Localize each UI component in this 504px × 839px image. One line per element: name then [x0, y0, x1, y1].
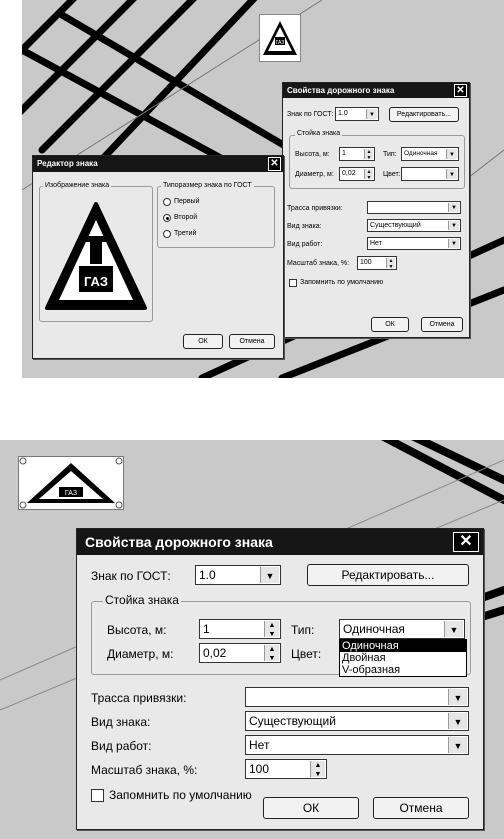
scale-input[interactable]: 100 ▲ ▼	[357, 256, 397, 270]
scale-label: Масштаб знака, %:	[91, 763, 198, 777]
height-label: Высота, м:	[107, 623, 167, 637]
edit-button[interactable]: Редактировать...	[389, 107, 459, 122]
kind-select[interactable]: Существующий ▼	[367, 219, 461, 232]
type-label: Тип:	[383, 151, 397, 158]
chevron-down-icon: ▼	[444, 621, 463, 637]
svg-text:ГАЗ: ГАЗ	[64, 490, 78, 497]
dialog-title: Редактор знака	[37, 159, 98, 168]
height-input[interactable]: 1 ▲ ▼	[339, 147, 375, 161]
dialog-title: Свойства дорожного знака	[287, 86, 395, 95]
chevron-down-icon: ▼	[366, 109, 377, 119]
sign-editor-dialog	[32, 155, 284, 359]
spinner-icon[interactable]: ▲ ▼	[364, 149, 373, 159]
size-option-first: Первый	[174, 198, 200, 205]
dialog-titlebar	[283, 83, 469, 98]
svg-text:ГАЗ: ГАЗ	[275, 40, 285, 46]
size-radio-first[interactable]	[163, 198, 171, 206]
color-label: Цвет:	[383, 171, 401, 178]
gost-label: Знак по ГОСТ:	[91, 569, 171, 583]
sign-properties-dialog	[76, 528, 484, 830]
bottom-screenshot-canvas	[0, 440, 504, 839]
gas-warning-sign-icon	[19, 457, 123, 509]
size-option-third: Третий	[174, 230, 197, 237]
chevron-down-icon: ▼	[448, 203, 459, 212]
work-label: Вид работ:	[287, 241, 323, 248]
chevron-down-icon: ▼	[448, 221, 459, 230]
spinner-icon[interactable]: ▲ ▼	[264, 621, 279, 637]
post-group-legend: Стойка знака	[297, 130, 341, 137]
gas-warning-sign-icon	[260, 15, 300, 61]
kind-select[interactable]: Существующий ▼	[245, 711, 469, 731]
cancel-button[interactable]: Отмена	[421, 317, 463, 332]
type-option-single[interactable]: Одиночная	[340, 640, 466, 652]
diameter-input[interactable]: 0,02 ▲ ▼	[339, 167, 375, 181]
scale-input[interactable]: 100 ▲ ▼	[245, 759, 327, 779]
ok-button[interactable]: ОК	[371, 317, 409, 332]
chevron-down-icon: ▼	[448, 239, 459, 248]
height-input[interactable]: 1 ▲ ▼	[199, 619, 281, 639]
type-select[interactable]: Одиночная ▼	[339, 619, 465, 639]
dialog-title: Свойства дорожного знака	[85, 534, 273, 550]
diameter-label: Диаметр, м:	[107, 647, 174, 661]
dialog-titlebar	[33, 156, 283, 172]
chevron-down-icon: ▼	[448, 713, 467, 729]
gost-select[interactable]: 1.0 ▼	[335, 107, 379, 121]
image-group-legend: Изображение знака	[45, 182, 110, 189]
remember-checkbox[interactable]	[289, 279, 297, 287]
close-icon[interactable]: ✕	[453, 532, 479, 552]
post-group-legend: Стойка знака	[105, 593, 179, 607]
chevron-down-icon: ▼	[260, 567, 279, 583]
work-select[interactable]: Нет ▼	[245, 735, 469, 755]
diameter-input[interactable]: 0,02 ▲ ▼	[199, 643, 281, 663]
type-option-v-shaped[interactable]: V-образная	[342, 664, 401, 676]
cancel-button[interactable]: Отмена	[373, 797, 469, 819]
type-dropdown-list[interactable]	[339, 639, 467, 677]
selected-gas-sign[interactable]	[259, 14, 301, 62]
type-label: Тип:	[291, 623, 315, 637]
work-label: Вид работ:	[91, 739, 152, 753]
chevron-down-icon: ▼	[448, 737, 467, 753]
selected-gas-sign[interactable]	[18, 456, 124, 510]
color-label: Цвет:	[291, 647, 322, 661]
kind-label: Вид знака:	[287, 223, 322, 230]
top-screenshot-canvas	[22, 0, 504, 378]
height-label: Высота, м:	[295, 151, 330, 158]
chevron-down-icon: ▼	[446, 149, 457, 159]
size-radio-third[interactable]	[163, 230, 171, 238]
kind-label: Вид знака:	[91, 715, 151, 729]
remember-label: Запомнить по умолчанию	[109, 788, 252, 802]
spinner-icon[interactable]: ▲ ▼	[364, 169, 373, 179]
spinner-icon[interactable]: ▲ ▼	[386, 258, 395, 268]
spinner-icon[interactable]: ▲ ▼	[264, 645, 279, 661]
ok-button[interactable]: ОК	[263, 797, 359, 819]
ok-button[interactable]: ОК	[183, 334, 223, 349]
type-option-double[interactable]: Двойная	[342, 652, 386, 664]
route-label: Трасса привязки:	[91, 691, 187, 705]
gas-warning-sign-icon	[45, 200, 147, 316]
close-icon[interactable]: ✕	[454, 84, 467, 97]
route-label: Трасса привязки:	[287, 205, 343, 212]
route-select[interactable]	[367, 201, 461, 214]
size-group-legend: Типоразмер знака по ГОСТ	[163, 182, 252, 189]
chevron-down-icon: ▼	[446, 169, 457, 179]
spinner-icon[interactable]: ▲ ▼	[310, 761, 325, 777]
color-select[interactable]	[401, 167, 459, 181]
route-select[interactable]	[245, 687, 469, 707]
sign-properties-dialog	[282, 82, 470, 338]
type-select[interactable]: Одиночная ▼	[401, 147, 459, 161]
dialog-titlebar	[77, 529, 483, 555]
diameter-label: Диаметр, м:	[295, 171, 334, 178]
remember-checkbox[interactable]	[91, 789, 104, 802]
gost-label: Знак по ГОСТ:	[287, 111, 334, 118]
cancel-button[interactable]: Отмена	[229, 334, 275, 349]
size-option-second: Второй	[174, 214, 198, 221]
chevron-down-icon: ▼	[448, 689, 467, 705]
svg-text:ГАЗ: ГАЗ	[83, 274, 109, 289]
gost-select[interactable]: 1.0 ▼	[195, 565, 281, 585]
close-icon[interactable]: ✕	[268, 157, 281, 171]
work-select[interactable]: Нет ▼	[367, 237, 461, 250]
remember-label: Запомнить по умолчанию	[300, 279, 384, 286]
scale-label: Масштаб знака, %:	[287, 260, 350, 267]
edit-button[interactable]: Редактировать...	[307, 564, 469, 586]
size-radio-second[interactable]	[163, 214, 171, 222]
